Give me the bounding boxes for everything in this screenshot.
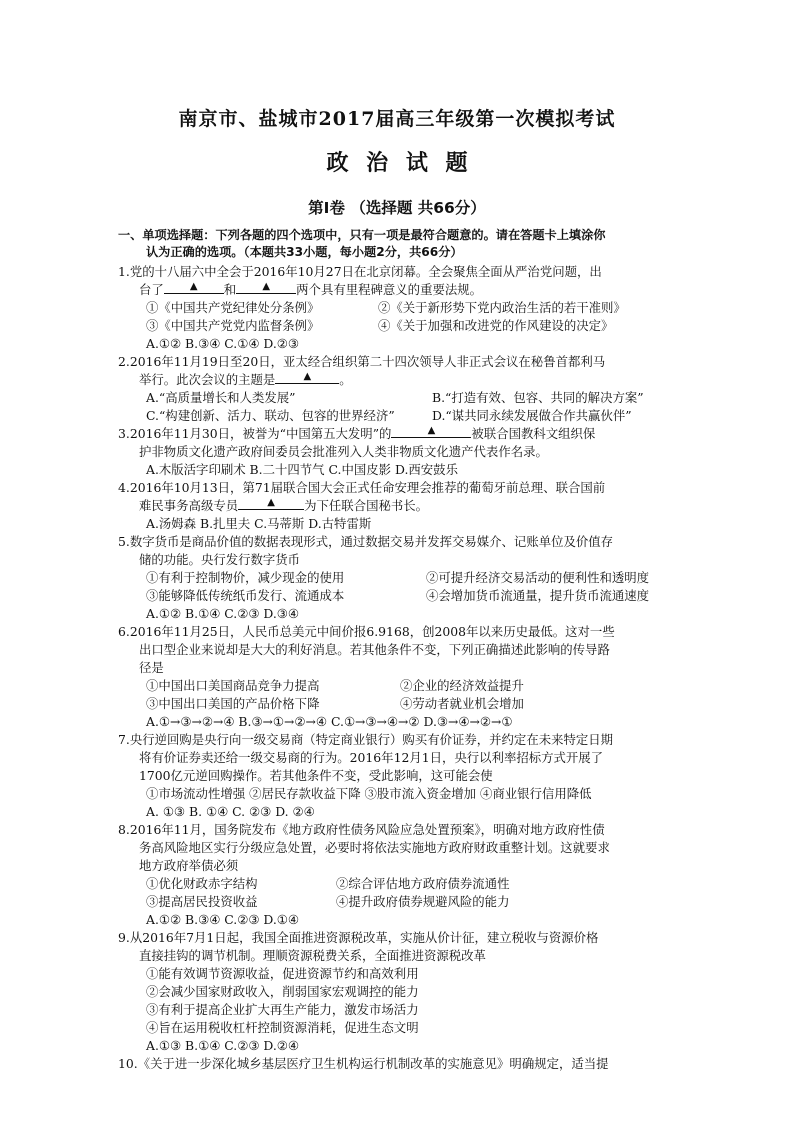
q8-answers: A.①② B.③④ C.②③ D.①④ xyxy=(146,912,300,927)
q4-stem-line1: 4.2016年10月13日，第71届联合国大会正式任命安理会推荐的葡萄牙前总理、联合国前 xyxy=(118,480,606,495)
exam-subject: 政 治 试 题 xyxy=(326,150,468,176)
q5-stem-line2: 储的功能。央行发行数字货币 xyxy=(139,552,301,567)
q5-answers: A.①② B.①④ C.②③ D.③④ xyxy=(146,606,300,621)
q2-option-c: C.“构建创新、活力、联动、包容的世界经济” xyxy=(146,408,395,423)
q6-stem-line1: 6.2016年11月25日，人民币总美元中间价报6.9168，创2008年以来历史最低。这对一些 xyxy=(118,624,615,639)
q5-option-2: ②可提升经济交易活动的便利性和透明度 xyxy=(426,570,650,585)
q2-option-b: B.“打造有效、包容、共同的解决方案” xyxy=(432,390,644,405)
q9-option-4: ④旨在运用税收杠杆控制资源消耗，促进生态文明 xyxy=(146,1020,419,1035)
q2-stem-line2: 举行。此次会议的主题是 ▲ 。 xyxy=(139,371,352,387)
q8-option-3: ③提高居民投资收益 xyxy=(146,894,258,909)
q6-option-2: ②企业的经济效益提升 xyxy=(400,678,524,693)
q2-option-d: D.“谋共同永续发展做合作共赢伙伴” xyxy=(432,408,632,423)
q3-stem-line1: 3.2016年11月30日，被誉为“中国第五大发明”的 ▲ 被联合国教科文组织保 xyxy=(118,425,596,441)
q1-option-3: ③《中国共产党党内监督条例》 xyxy=(146,318,320,333)
q6-stem-line3: 径是 xyxy=(139,660,164,675)
q5-option-3: ③能够降低传统纸币发行、流通成本 xyxy=(146,588,345,603)
q7-answers: A. ①③ B. ①④ C. ②③ D. ②④ xyxy=(146,804,315,819)
q8-stem-line3: 地方政府举债必须 xyxy=(139,858,239,873)
q9-stem-line2: 直接挂钩的调节机制。理顺资源税费关系，全面推进资源税改革 xyxy=(139,948,486,963)
q9-stem-line1: 9.从2016年7月1日起，我国全面推进资源税改革，实施从价计征，建立税收与资源价格 xyxy=(118,930,599,945)
q6-answers: A.①→③→②→④ B.③→①→②→④ C.①→③→④→② D.③→④→②→① xyxy=(146,714,513,729)
q5-stem-line1: 5.数字货币是商品价值的数据表现形式，通过数据交易并发挥交易媒介、记账单位及价值存 xyxy=(118,534,614,549)
q5-option-4: ④会增加货币流通量，提升货币流通速度 xyxy=(426,588,650,603)
q2-option-a: A.“高质量增长和人类发展” xyxy=(146,390,296,405)
answer-blank: ▲ xyxy=(164,281,224,294)
q2-stem-line1: 2.2016年11月19日至20日，亚太经合组织第二十四次领导人非正式会议在秘鲁首都利马 xyxy=(118,354,606,369)
q1-option-1: ①《中国共产党纪律处分条例》 xyxy=(146,300,320,315)
q8-option-2: ②综合评估地方政府债券流通性 xyxy=(336,876,510,891)
q8-option-1: ①优化财政赤字结构 xyxy=(146,876,258,891)
q6-option-1: ①中国出口美国商品竞争力提高 xyxy=(146,678,320,693)
q1-answers: A.①② B.③④ C.①④ D.②③ xyxy=(146,336,300,351)
q7-stem-line3: 1700亿元逆回购操作。若其他条件不变，受此影响，这可能会使 xyxy=(139,768,493,783)
q8-stem-line2: 务高风险地区实行分级应急处置，必要时将依法实施地方政府财政重整计划。这就要求 xyxy=(139,840,610,855)
q1-option-2: ②《关于新形势下党内政治生活的若干准则》 xyxy=(378,300,626,315)
q1-option-4: ④《关于加强和改进党的作风建设的决定》 xyxy=(378,318,614,333)
answer-blank: ▲ xyxy=(238,497,304,510)
instructions-line-1: 一、单项选择题：下列各题的四个选项中，只有一项是最符合题意的。请在答题卡上填涂你 xyxy=(118,228,606,242)
q9-option-2: ②会减少国家财政收入，削弱国家宏观调控的能力 xyxy=(146,984,419,999)
q6-option-4: ④劳动者就业机会增加 xyxy=(400,696,524,711)
q3-stem-line2: 护非物质文化遗产政府间委员会批准列入人类非物质文化遗产代表作名录。 xyxy=(139,444,548,459)
instructions-line-2: 认为正确的选项。（本题共33小题，每小题2分，共66分） xyxy=(146,245,463,259)
q10-stem-line1: 10.《关于进一步深化城乡基层医疗卫生机构运行机制改革的实施意见》明确规定，适当提 xyxy=(118,1056,609,1071)
q1-stem-line1: 1.党的十八届六中全会于2016年10月27日在北京闭幕。全会聚焦全面从严治党问题，出 xyxy=(118,264,602,279)
answer-blank: ▲ xyxy=(275,371,339,384)
q6-stem-line2: 出口型企业来说却是大大的利好消息。若其他条件不变，下列正确描述此影响的传导路 xyxy=(139,642,610,657)
q3-answers: A.木版活字印刷术 B.二十四节气 C.中国皮影 D.西安鼓乐 xyxy=(146,462,458,477)
q7-stem-line1: 7.央行逆回购是央行向一级交易商（特定商业银行）购买有价证券，并约定在未来特定日期 xyxy=(118,732,614,747)
answer-blank: ▲ xyxy=(236,281,296,294)
q5-option-1: ①有利于控制物价，减少现金的使用 xyxy=(146,570,345,585)
q9-answers: A.①③ B.①④ C.②③ D.②④ xyxy=(146,1038,300,1053)
q8-option-4: ④提升政府债券规避风险的能力 xyxy=(336,894,510,909)
exam-title: 南京市、盐城市2017届高三年级第一次模拟考试 xyxy=(178,108,616,130)
q9-option-3: ③有利于提高企业扩大再生产能力，激发市场活力 xyxy=(146,1002,419,1017)
q4-answers: A.汤姆森 B.扎里夫 C.马蒂斯 D.古特雷斯 xyxy=(146,516,372,531)
q4-stem-line2: 难民事务高级专员 ▲ 为下任联合国秘书长。 xyxy=(139,497,429,513)
q8-stem-line1: 8.2016年11月，国务院发布《地方政府性债务风险应急处置预案》，明确对地方政府性债 xyxy=(118,822,605,837)
q9-option-1: ①能有效调节资源收益，促进资源节约和高效利用 xyxy=(146,966,419,981)
q7-stem-line2: 将有价证券卖还给一级交易商的行为。2016年12月1日，央行以利率招标方式开展了 xyxy=(139,750,604,765)
answer-blank: ▲ xyxy=(391,425,471,438)
q1-stem-line2: 台了 ▲ 和 ▲ 两个具有里程碑意义的重要法规。 xyxy=(139,281,483,297)
q6-option-3: ③中国出口美国的产品价格下降 xyxy=(146,696,320,711)
part-heading: 第Ⅰ卷 （选择题 共66分） xyxy=(308,199,486,217)
q7-options: ①市场流动性增强 ②居民存款收益下降 ③股市流入资金增加 ④商业银行信用降低 xyxy=(146,786,592,801)
